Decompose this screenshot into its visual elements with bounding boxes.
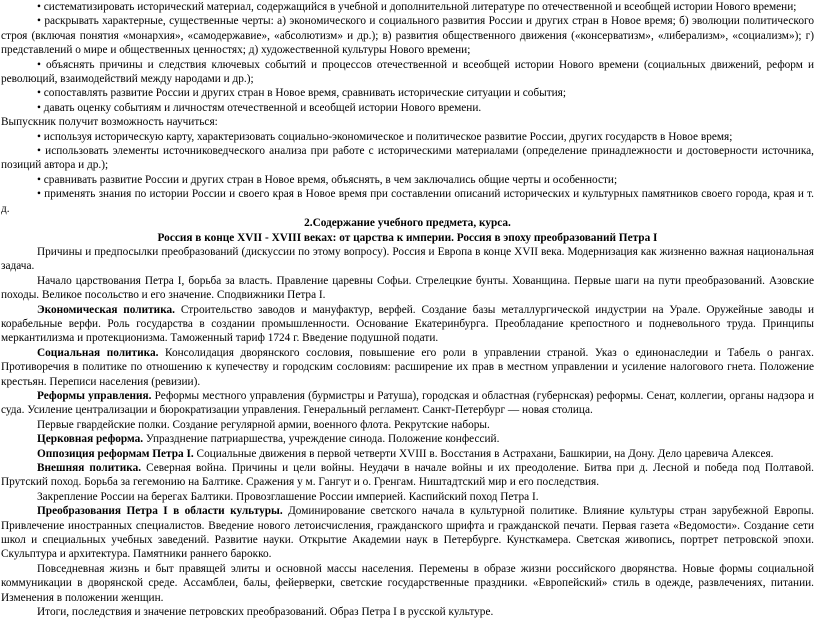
bullet-compare-development: • сравнивать развитие России и других стран в Новое время, объяснять, в чем заключались общие черты и особенности; [37,173,618,186]
bullet-source-analysis: • использовать элементы источниковедческого анализа при работе с историческими материалами (определение принадлежности и достоверности источника, позиций автора и др.); [1,145,814,172]
paragraph-results: Итоги, последствия и значение петровских преобразований. Образ Петра I в русской культуре. [37,606,494,619]
lead-economic-policy: Экономическая политика. [37,303,176,316]
bullet-causes: • объяснять причины и следствия ключевых событий и процессов отечественной и всеобщей истории Нового времени (социальных движений, реформ и революций, взаимодействий между народами и др.); [1,58,814,86]
graduate-opportunity-intro: Выпускник получит возможность научиться: [1,116,218,129]
paragraph-social-policy: Социальная политика. Консолидация дворянского сословия, повышение его роли в управлении страной. Указ о единонаследии и Табель о рангах. Противоречия в политике по отношению к купечеству и городским сословиям: расширение их прав в местном управлении и усиление налогового гнета. Положение крестьян. Переписи населения (ревизии). [1,346,814,388]
bullet-map: • используя историческую карту, характеризовать социально-экономическое и политическое развитие России, других государств в Новое время; [37,130,733,143]
paragraph-causes: Причины и предпосылки преобразований (дискуссии по этому вопросу). Россия и Европа в конце XVII века. Модернизация как жизненно важная национальная задача. [1,245,814,273]
paragraph-culture: Преобразования Петра I в области культуры. Доминирование светского начала в культурной политике. Влияние культуры стран зарубежной Европы. Привлечение иностранных специалистов. Введение нового летоисчисления, гражданского шрифта и гражданской печати. Первая газета «Ведомости». Создание сети школ и специальных учебных заведений. Развитие науки. Открытие Академии наук в Петербурге. Кунсткамера. Светская живопись, портрет петровской эпохи. Скульптура и архитектура. Памятники раннего барокко. [1,505,815,561]
paragraph-economic-policy: Экономическая политика. Строительство заводов и мануфактур, верфей. Создание базы металлургической индустрии на Урале. Оружейные заводы и корабельные верфи. Роль государства в создании промышленности. Основание Екатеринбурга. Преобладание крепостного и подневольного труда. Принципы меркантилизма и протекционизма. Таможенный тариф 1724 г. Введение подушной подати. [1,303,814,345]
bullet-apply-knowledge: • применять знания по истории России и своего края в Новое время при составлении описаний исторических и культурных памятников своего города, края и т. д. [1,188,814,215]
bullet-compare: • сопоставлять развитие России и других стран в Новое время, сравнивать исторические ситуации и события; [37,87,567,100]
lead-foreign-policy: Внешняя политика. [37,462,142,474]
lead-culture: Преобразования Петра I в области культуры. [37,505,283,518]
bullet-characteristics: • раскрывать характерные, существенные черты: а) экономического и социального развития России и других стран в Новое время; б) эволюции политического строя (включая понятия «монархия», «самодержавие», «абсолютизм» и др.); в) развития общественного движения («консерватизм», «либерализм», «социализм»); г) представлений о мире и общественных ценностях; д) художественной культуры Нового времени; [1,15,814,57]
paragraph-opposition: Оппозиция реформам Петра I. Социальные движения в первой четверти XVIII в. Восстания в Астрахани, Башкирии, на Дону. Дело царевича Алексея. [37,447,774,460]
bullet-systematize: • систематизировать исторический материал, содержащийся в учебной и дополнительной литературе по отечественной и всеобщей истории Нового времени; [37,1,797,13]
subsection-heading: Россия в конце XVII - XVIII веках: от царства к империи. Россия в эпоху преобразований Петра I [157,231,658,244]
paragraph-reign-start: Начало царствования Петра I, борьба за власть. Правление царевны Софьи. Стрелецкие бунты. Хованщина. Первые шаги на пути преобразований. Азовские походы. Великое посольство и его значение. Сподвижники Петра I. [1,274,814,302]
paragraph-baltic: Закрепление России на берегах Балтики. Провозглашение России империей. Каспийский поход Петра I. [37,490,539,503]
lead-opposition: Оппозиция реформам Петра I. [37,447,194,460]
section-heading: 2.Содержание учебного предмета, курса. [304,217,511,230]
paragraph-foreign-policy: Внешняя политика. Северная война. Причины и цели войны. Неудачи в начале войны и их преодоление. Битва при д. Лесной и победа под Полтавой. Прутский поход. Борьба за гегемонию на Балтике. Сражения у м. Гангут и о. Гренгам. Ништадтский мир и его последствия. [1,462,814,489]
lead-governance-reforms: Реформы управления. [37,389,152,402]
paragraph-daily-life: Повседневная жизнь и быт правящей элиты и основной массы населения. Перемены в образе жизни российского дворянства. Новые формы социальной коммуникации в дворянской среде. Ассамблеи, балы, фейерверки, светские государственные праздники. «Европейский» стиль в одежде, развлечениях, питании. Изменения в положении женщин. [1,562,814,604]
paragraph-army: Первые гвардейские полки. Создание регулярной армии, военного флота. Рекрутские наборы. [37,418,490,431]
bullet-evaluate: • давать оценку событиям и личностям отечественной и всеобщей истории Нового времени. [37,101,482,114]
paragraph-church-reform: Церковная реформа. Упразднение патриаршества, учреждение синода. Положение конфессий. [37,433,500,446]
paragraph-governance-reforms: Реформы управления. Реформы местного управления (бурмистры и Ратуша), городская и областная (губернская) реформы. Сенат, коллегии, органы надзора и суда. Усиление централизации и бюрократизации управления. Генеральный регламент. Санкт-Петербург — новая столица. [1,389,814,417]
lead-social-policy: Социальная политика. [37,346,159,359]
lead-church-reform: Церковная реформа. [37,433,144,446]
